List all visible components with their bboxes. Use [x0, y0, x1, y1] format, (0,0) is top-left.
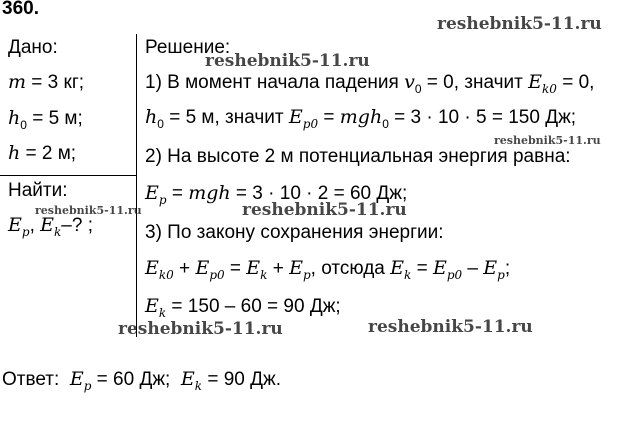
solution-line-7: $E_k = 150 - 60 = 90$ Дж;	[145, 295, 341, 320]
watermark: reshebnik5-11.ru	[368, 317, 533, 337]
watermark: reshebnik5-11.ru	[437, 14, 602, 34]
watermark: reshebnik5-11.ru	[205, 51, 370, 71]
watermark: reshebnik5-11.ru	[242, 200, 407, 220]
problem-number: 360.	[2, 0, 39, 19]
column-divider	[136, 34, 137, 337]
find-line: $E_p$, $E_k-$? ;	[8, 214, 93, 239]
solution-line-1: 1) В момент начала падения $v_0 = 0$, значит $E_{k0} = 0$,	[145, 71, 595, 96]
given-divider	[0, 175, 136, 176]
given-initial-height: $h_0 = 5$ м;	[8, 107, 83, 132]
solution-title: Решение:	[145, 37, 231, 58]
given-height: h = 2 м;	[8, 142, 77, 164]
solution-line-6: $E_{k0} + E_{p0} = E_k + E_p$, отсюда $E_k = E_{p0} - E_p$;	[145, 257, 511, 282]
given-mass: m = 3 кг;	[8, 71, 85, 93]
find-title: Найти:	[8, 180, 68, 201]
solution-line-2: $h_0 = 5$ м, значит $E_{p0} = mgh_0 = 3 \cdot 10 \cdot 5 = 150$ Дж;	[145, 106, 577, 131]
solution-line-4: $E_p$ = mgh = 3 · 10 · 2 = 60 Дж;	[145, 182, 408, 207]
solution-line-3: 2) На высоте 2 м потенциальная энергия равна:	[145, 146, 571, 167]
solution-line-5: 3) По закону сохранения энергии:	[145, 222, 444, 243]
watermark: reshebnik5-11.ru	[118, 319, 283, 339]
given-title: Дано:	[8, 37, 58, 58]
watermark: reshebnik5-11.ru	[494, 134, 601, 147]
answer-line: Ответ: $E_p = 60$ Дж; $E_k = 90$ Дж.	[2, 368, 281, 393]
watermark: reshebnik5-11.ru	[35, 204, 142, 217]
